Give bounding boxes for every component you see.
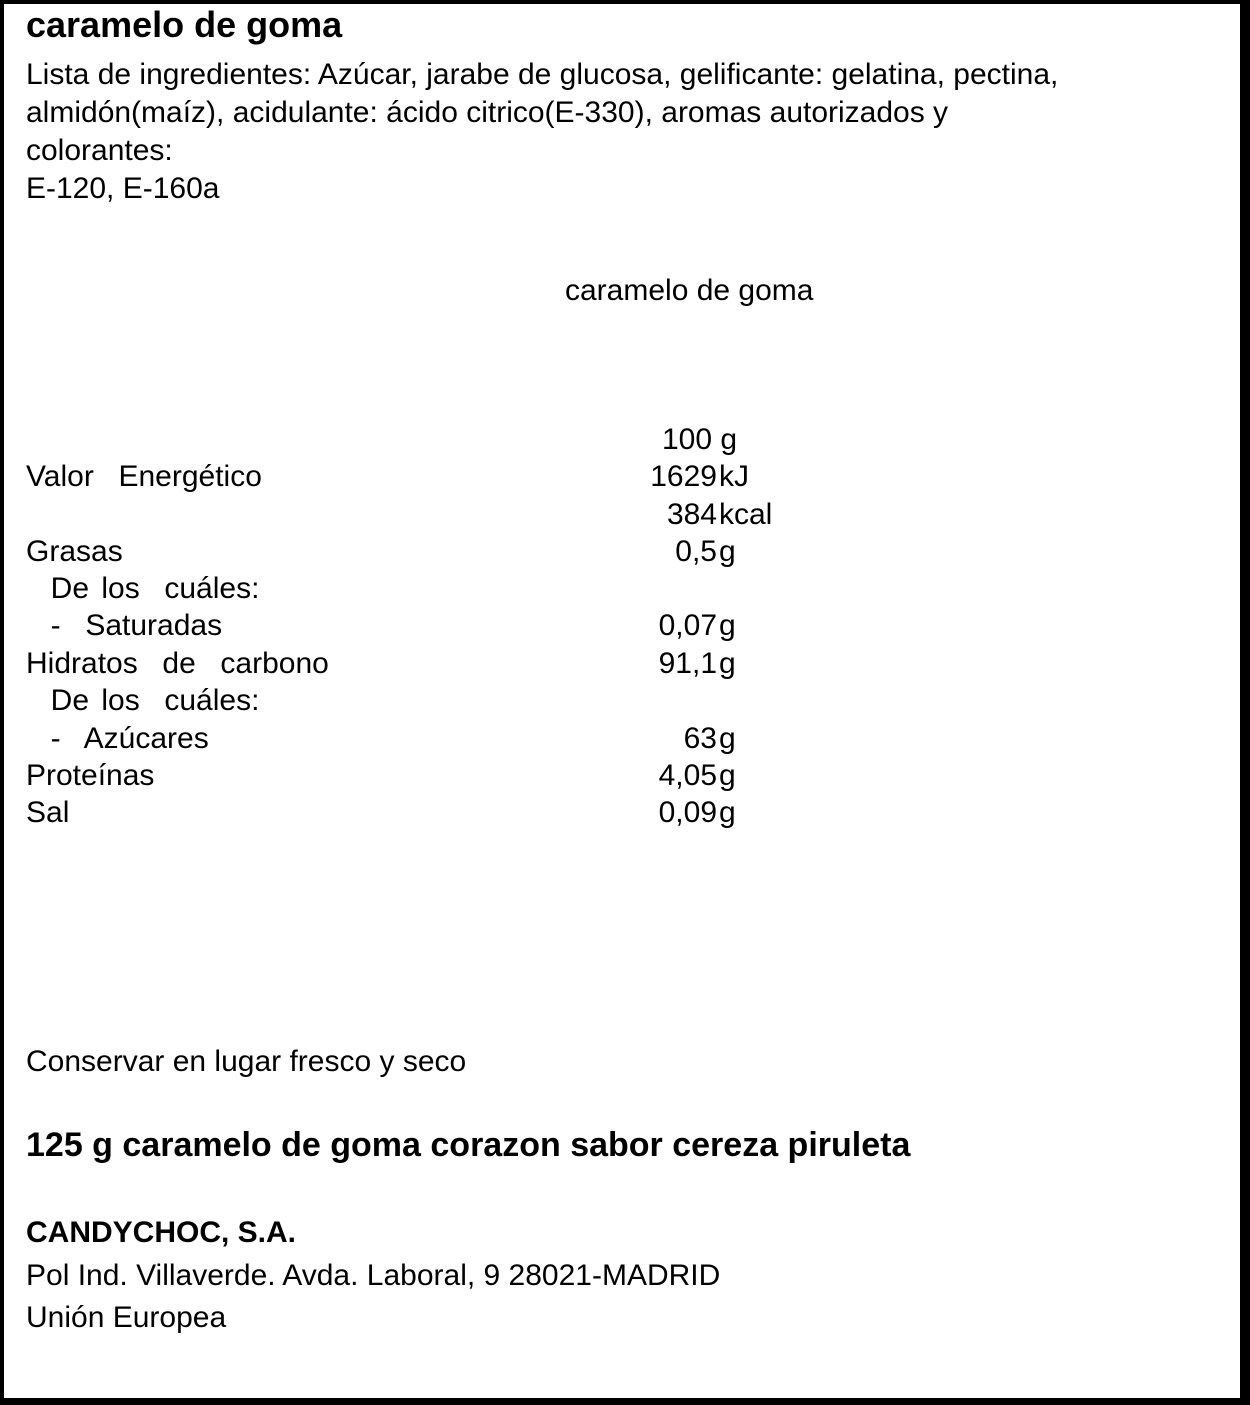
nutrition-label: Proteínas	[26, 759, 155, 792]
nutrition-value: 4,05	[658, 759, 717, 792]
ingredients-line: colorantes:	[26, 134, 173, 167]
nutrition-label: Valor Energético	[26, 460, 262, 493]
nutrition-unit: g	[719, 647, 736, 680]
product-title: caramelo de goma	[26, 4, 343, 45]
nutrition-label: De los cuáles:	[26, 572, 260, 605]
nutrition-unit: g	[719, 796, 736, 829]
ingredients-line: almidón(maíz), acidulante: ácido citrico(E-330), aromas autorizados y	[26, 96, 949, 129]
nutrition-unit: kcal	[719, 498, 773, 531]
nutrition-unit: kJ	[719, 460, 749, 493]
nutrition-column-header: caramelo de goma	[565, 274, 814, 307]
product-name: 125 g caramelo de goma corazon sabor cereza piruleta	[26, 1126, 911, 1164]
nutrition-value: 0,09	[658, 796, 717, 829]
nutrition-label: De los cuáles:	[26, 684, 260, 717]
nutrition-value: 63	[683, 722, 717, 755]
nutrition-unit: g	[719, 759, 736, 792]
company-address: Pol Ind. Villaverde. Avda. Laboral, 9 28021-MADRID	[26, 1259, 721, 1292]
nutrition-value: 0,07	[658, 609, 717, 642]
nutrition-unit: g	[719, 535, 736, 568]
nutrition-label: Hidratos de carbono	[26, 647, 329, 680]
ingredients-line: Lista de ingredientes: Azúcar, jarabe de glucosa, gelificante: gelatina, pectina,	[26, 58, 1059, 91]
nutrition-label: - Azúcares	[26, 722, 209, 755]
company-region: Unión Europea	[26, 1301, 227, 1334]
nutrition-label: Grasas	[26, 535, 123, 568]
nutrition-value: 1629	[650, 460, 717, 493]
nutrition-label: Sal	[26, 796, 70, 829]
nutrition-value: 384	[666, 498, 717, 531]
nutrition-unit: g	[719, 722, 736, 755]
nutrition-label: - Saturadas	[26, 609, 223, 642]
nutrition-per-amount: 100 g	[662, 423, 738, 456]
ingredients-line: E-120, E-160a	[26, 172, 220, 205]
storage-instructions: Conservar en lugar fresco y seco	[26, 1045, 467, 1078]
company-name: CANDYCHOC, S.A.	[26, 1216, 297, 1249]
nutrition-value: 91,1	[658, 647, 717, 680]
nutrition-value: 0,5	[675, 535, 717, 568]
ingredients-list	[26, 56, 1206, 208]
nutrition-unit: g	[719, 609, 736, 642]
